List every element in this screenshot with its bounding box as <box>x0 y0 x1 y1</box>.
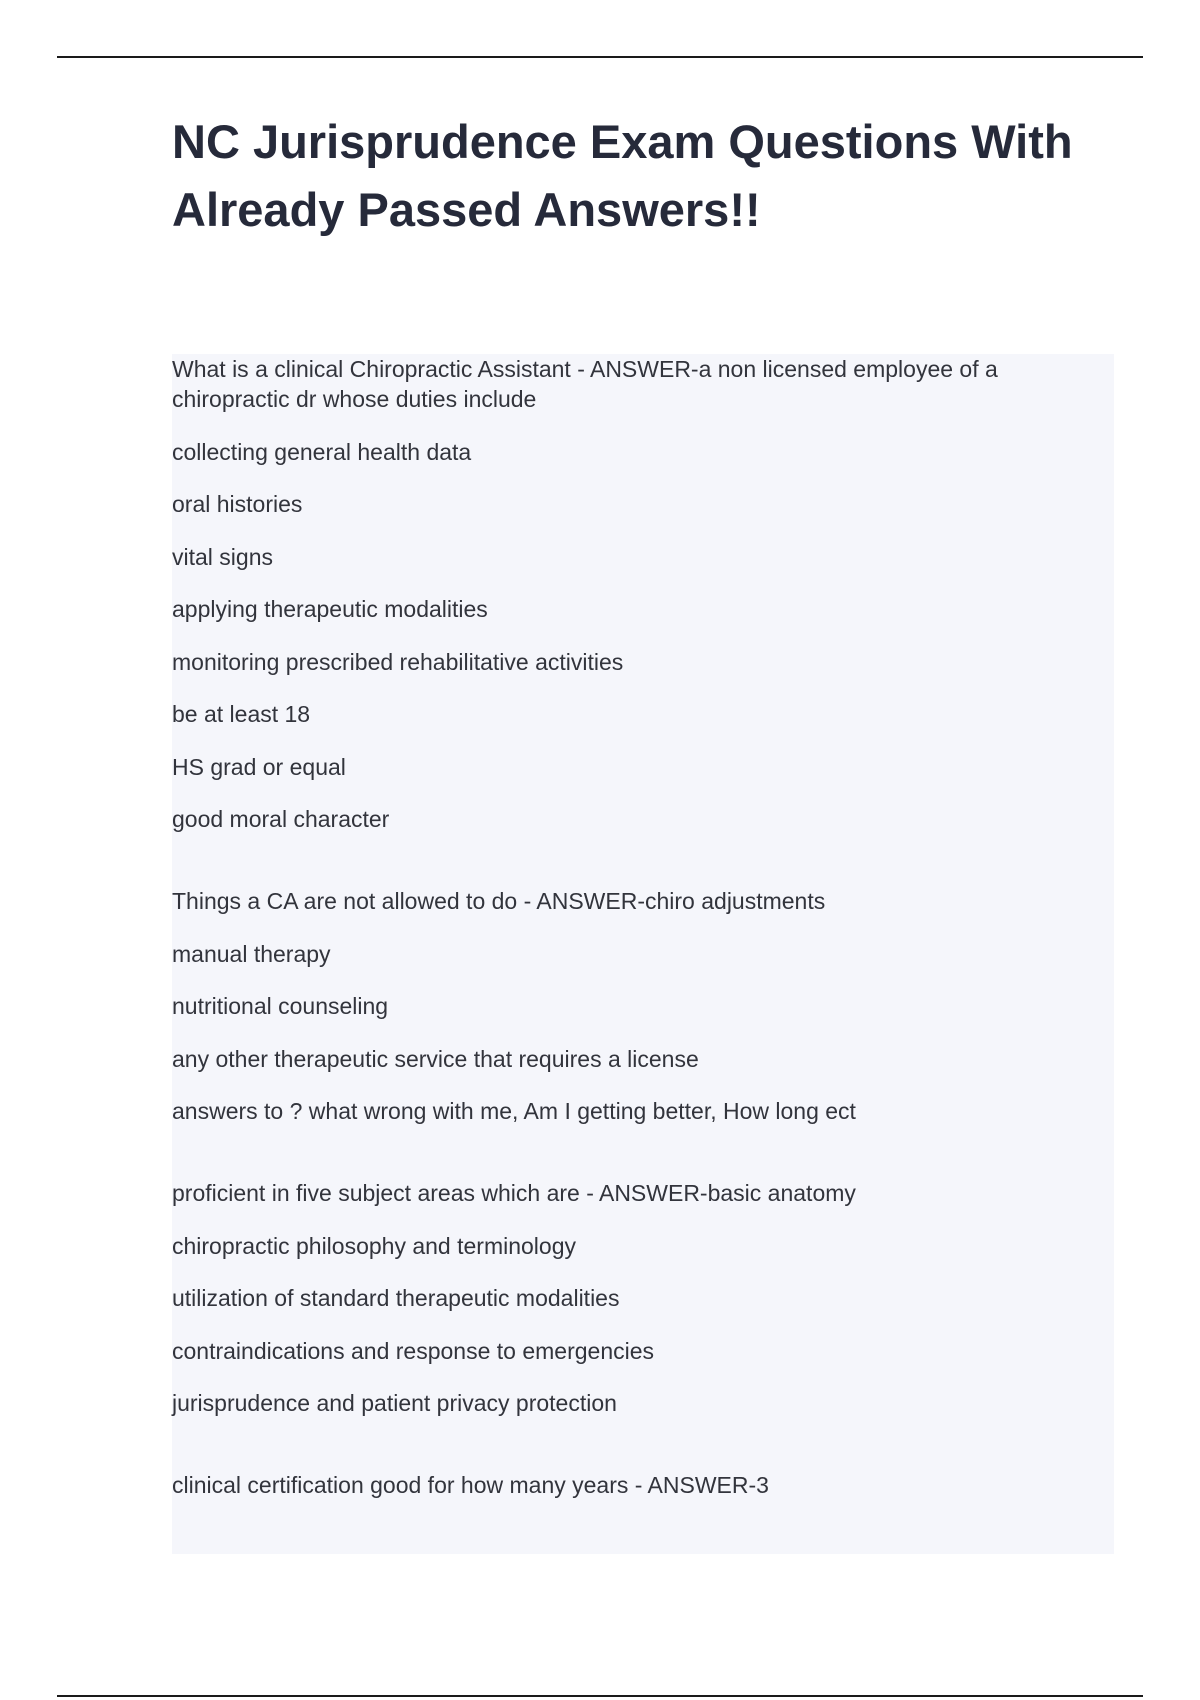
qa-entry <box>172 354 1114 834</box>
answer-line: nutritional counseling <box>172 993 389 1019</box>
qa-entry <box>172 1178 1114 1418</box>
answer-line: good moral character <box>172 806 390 832</box>
answer-line: any other therapeutic service that requires a license <box>172 1045 699 1072</box>
question-line: clinical certification good for how many years - ANSWER-3 <box>172 1472 769 1498</box>
answer-line: jurisprudence and patient privacy protection <box>172 1390 617 1416</box>
answer-line: chiropractic philosophy and terminology <box>172 1232 576 1259</box>
answer-line: contraindications and response to emergencies <box>172 1337 655 1364</box>
question-line: proficient in five subject areas which are - ANSWER-basic anatomy <box>172 1180 856 1206</box>
answer-line: answers to ? what wrong with me, Am I getting better, How long ect <box>172 1098 856 1124</box>
qa-entry <box>172 886 1114 1126</box>
qa-content <box>172 354 1114 1554</box>
bottom-rule <box>57 1695 1143 1697</box>
document-title: NC Jurisprudence Exam Questions With Already Passed Answers!! <box>172 115 1073 236</box>
qa-entry <box>172 1470 1114 1500</box>
answer-line: be at least 18 <box>172 701 311 727</box>
question-line: What is a clinical Chiropractic Assistant - ANSWER-a non licensed employee of a chiropractic dr whose duties include <box>172 356 998 412</box>
top-rule <box>57 56 1143 58</box>
answer-line: oral histories <box>172 491 303 517</box>
answer-line: monitoring prescribed rehabilitative activities <box>172 648 624 675</box>
answer-line: utilization of standard therapeutic modalities <box>172 1285 620 1311</box>
question-line: Things a CA are not allowed to do - ANSWER-chiro adjustments <box>172 888 826 914</box>
answer-line: manual therapy <box>172 940 331 967</box>
answer-line: applying therapeutic modalities <box>172 596 488 622</box>
answer-line: vital signs <box>172 543 273 570</box>
answer-line: collecting general health data <box>172 438 472 465</box>
answer-line: HS grad or equal <box>172 753 346 780</box>
